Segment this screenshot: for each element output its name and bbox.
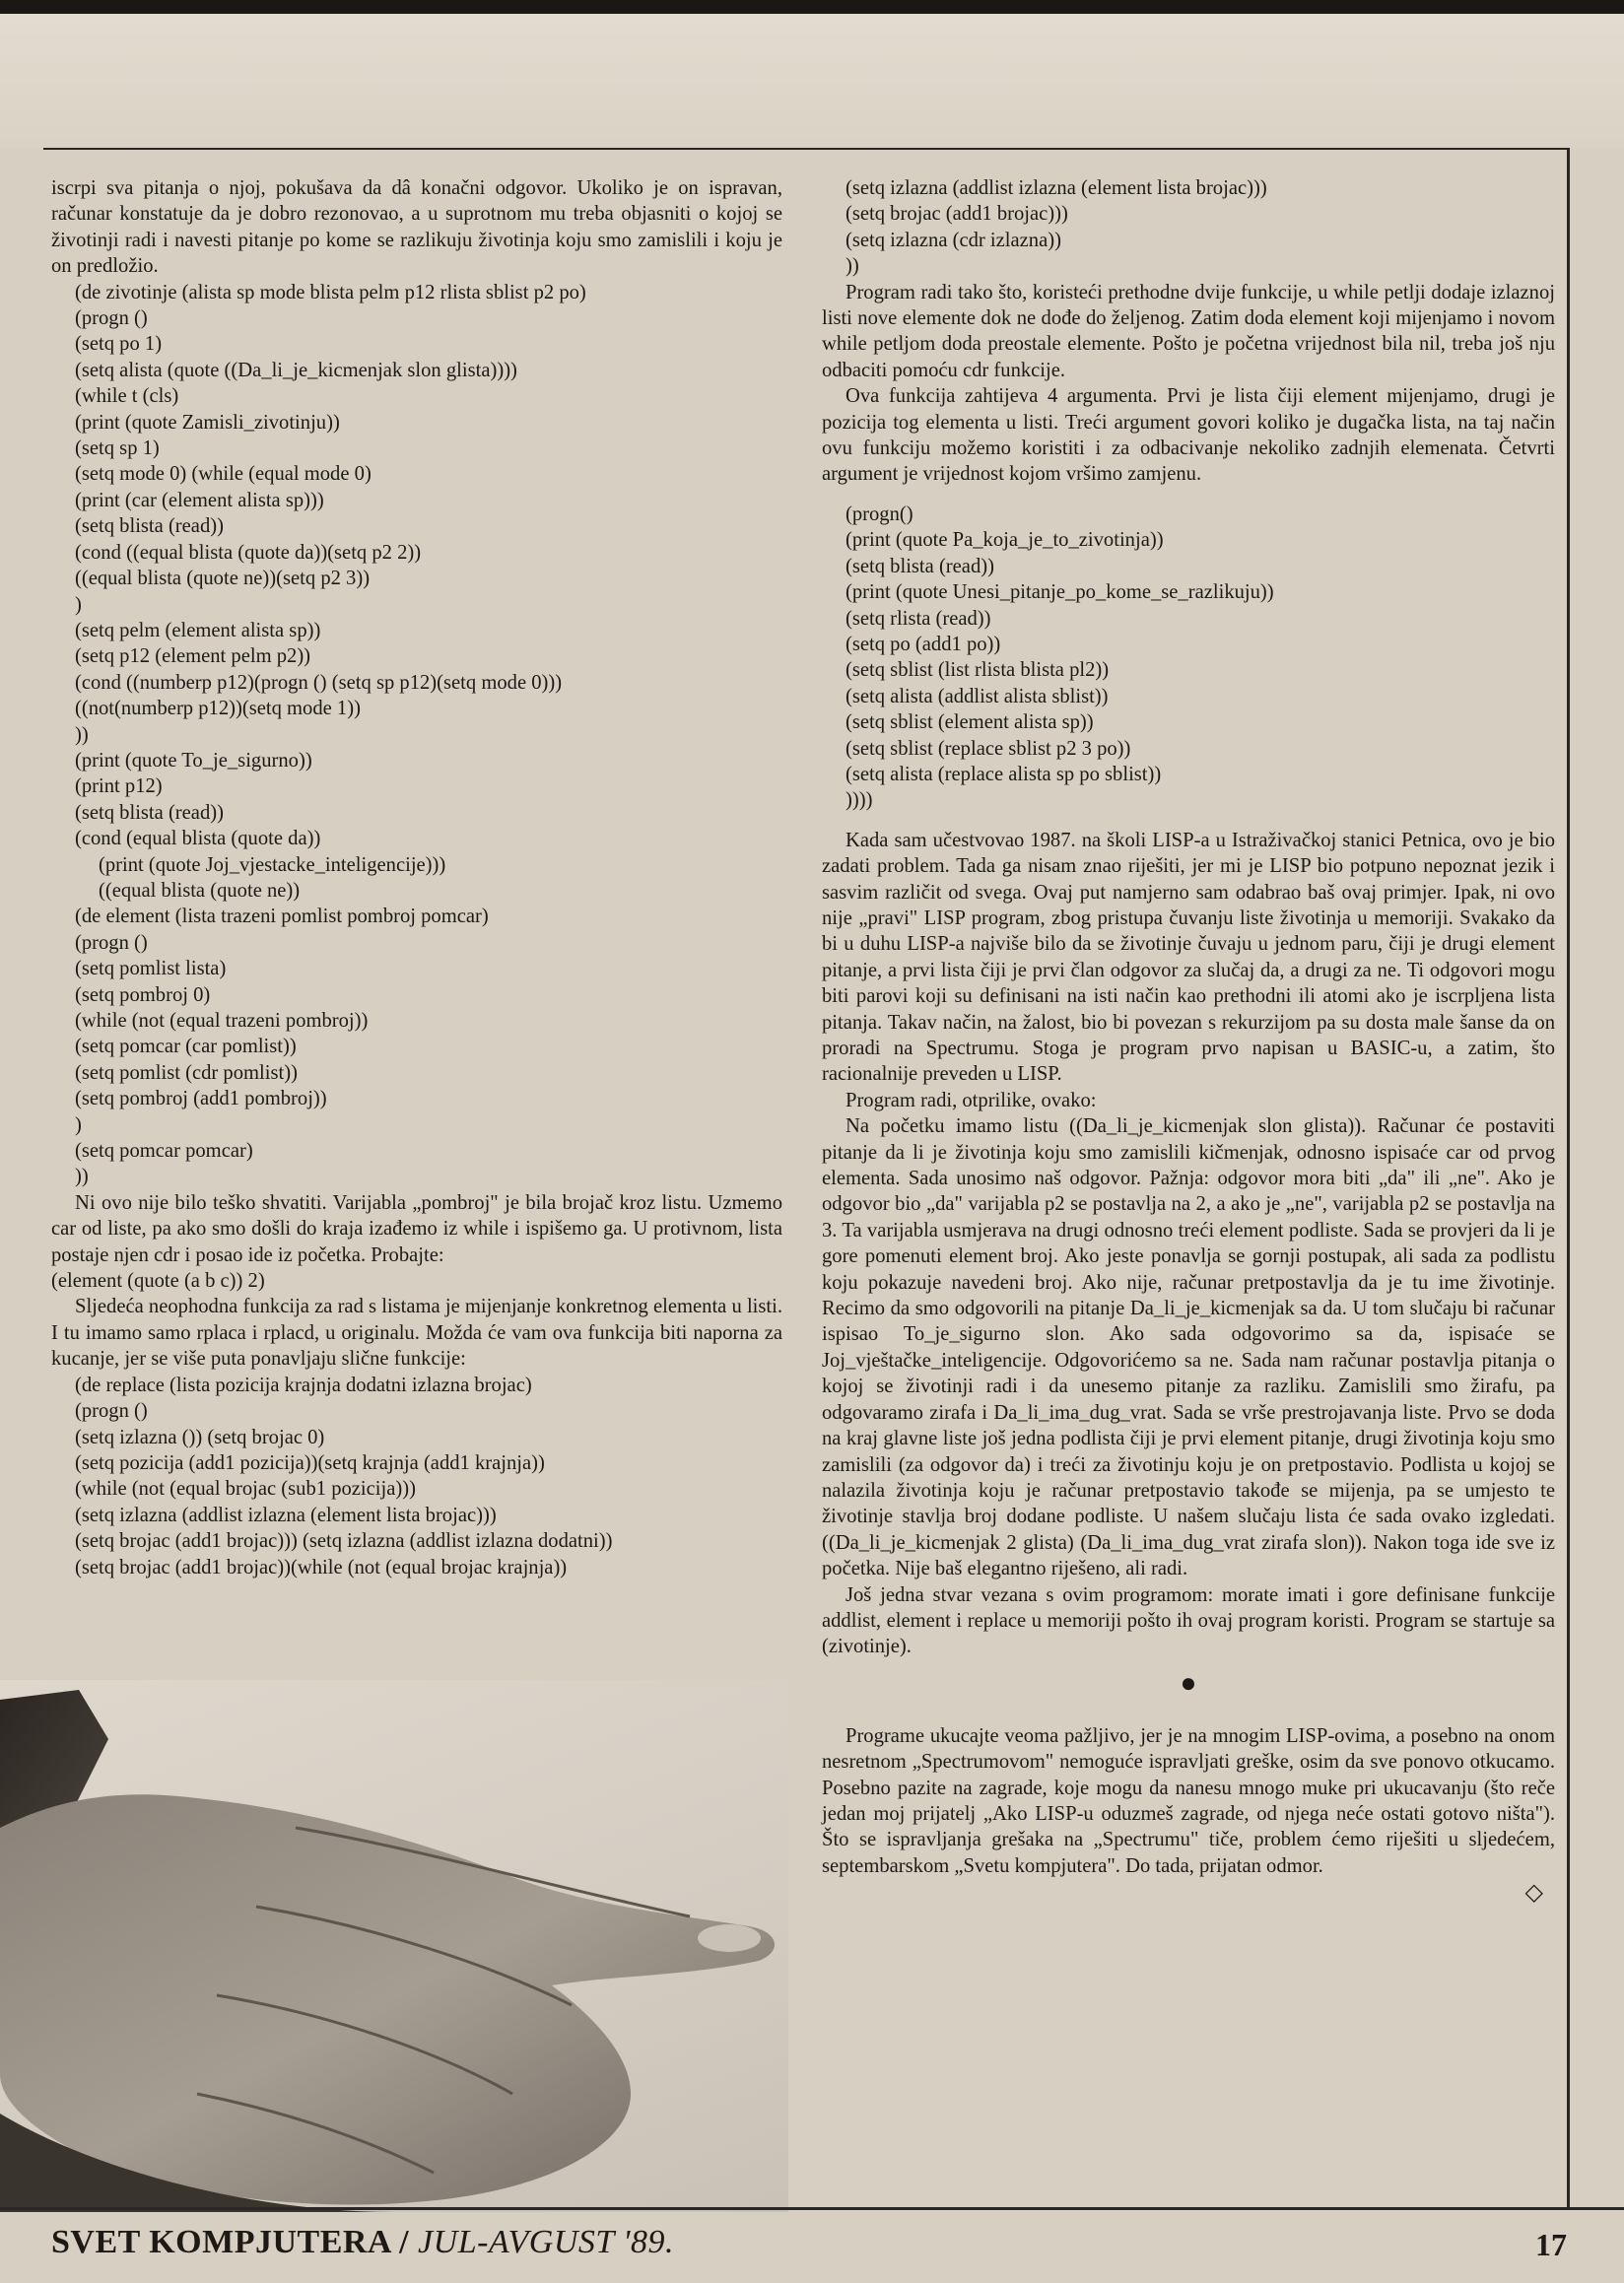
paragraph-walkthrough: Na početku imamo listu ((Da_li_je_kicmenjak slon glista)). Računar će postaviti pitanje da li je životinja koju smo zamislili kičmenjak, odnosno ispisaće car od prvog elementa. Sada unosimo naš odgovor. Pažnja: odgovor mora biti „da" ili „ne". Ako je odgovor bio „da" varijabla p2 se postavlja na 2, a ako je „ne", varijabla p2 se postavlja na 3. Ta varijabla usmjerava na drugi odnosno treći element podliste. Sada se provjeri da li je gore pomenuti element broj. Ako jeste ponavlja se gornji postupak, ali sada za podlistu koju pokazuje navedeni broj. Ako nije, računar pretpostavlja da je tu ime životinje. Recimo da smo odgovorili na pitanje Da_li_je_kicmenjak sa da. U tom slučaju bi računar ispisao To_je_sigurno slon. Ako sada odgovorimo sa da, ispisaće se Joj_vještačke_inteligencije. Odgovorićemo sa ne. Sada nam računar postavlja pitanja o kojoj se životinji radi i da unesemo pitanje za razliku. Zamislili smo žirafu, pa odgovaramo zirafa i Da_li_ima_dug_vrat. Sada se vrše prestrojavanja liste. Prvo se doda na kraj glavne liste još jedna podlista čiji je prvi element pitanje, drugi životinja koju smo zamislili (za odgovor da) i treći za životinju koju je on pretpostavio. Podlista u kojoj se nalazila životinja koju je računar pretpostavio takođe se mijenja, pa se umjesto te životinje stavlja broj dodane podliste. U našem slučaju lista će sada ovako izgledati. ((Da_li_je_kicmenjak 2 glista) (Da_li_ima_dug_vrat zirafa slon)). Nakon toga ide sve iz početka. Nije baš elegantno riješeno, ali radi.: [822, 1115, 1555, 1580]
code-line: (cond ((equal blista (quote da))(setq p2 2)): [75, 541, 422, 564]
code-line: (setq blista (read)): [75, 801, 224, 824]
code-line: (setq po (add1 po)): [846, 633, 1001, 655]
code-line: (de zivotinje (alista sp mode blista pelm p12 rlista sblist p2 po): [75, 281, 586, 303]
code-line: (setq izlazna (addlist izlazna (element lista brojac))): [846, 177, 1267, 199]
spacer: [822, 488, 1555, 502]
code-line: (setq izlazna ()) (setq brojac 0): [75, 1426, 325, 1448]
footer-rule: [0, 2207, 1624, 2210]
page-top-margin: [0, 0, 1624, 148]
code-line: (setq sblist (list rlista blista pl2)): [846, 659, 1110, 682]
paragraph-program-works: Program radi, otprilike, ovako:: [846, 1089, 1097, 1111]
code-line: (while (not (equal trazeni pombroj)): [75, 1010, 369, 1032]
code-line: (setq blista (read)): [846, 555, 994, 577]
code-line: (setq p12 (element pelm p2)): [75, 645, 311, 668]
code-line: (setq izlazna (addlist izlazna (element lista brojac))): [75, 1504, 497, 1526]
paragraph-closing: Programe ukucajte veoma pažljivo, jer je na mnogim LISP-ovima, a posebno na onom nesretnom „Spectrumovom" nemoguće ispravljati greške, osim da sve ponovo otkucamo. Posebno pazite na zagrade, koje mogu da nanesu mnogo muke pri ukucavanju (što reče jedan moj prijatelj „Ako LISP-u oduzmeš zagrade, od njega neće ostati gotovo ništa"). Što se ispravljanja grešaka na „Spectrumu" tiče, problem ćemo riješiti u sljedećem, septembarskom „Svetu kompjutera". Do tada, prijatan odmor.: [822, 1724, 1555, 1877]
spacer: [822, 814, 1555, 828]
right-column: [822, 175, 1555, 1907]
code-line: (setq pomcar (car pomlist)): [75, 1036, 297, 1058]
code-line: (setq rlista (read)): [846, 607, 991, 630]
paragraph-replace-explanation: Program radi tako što, koristeći prethodne dvije funkcije, u while petlji dodaje izlaznoj listi nove elemente dok ne dođe do željenog. Zatim doda element koji mijenjamo i novom while petljom doda preostale elemente. Pošto je početna vrijednost bila nil, treba još nju odbaciti pomoću cdr funkcije.: [822, 281, 1555, 381]
code-block-zivotinje-indented: [51, 852, 782, 905]
code-line: (while t (cls): [75, 385, 179, 408]
page-number: 17: [1535, 2227, 1567, 2262]
end-of-article-mark: ◇: [1524, 1880, 1543, 1907]
code-line: (progn (): [75, 931, 148, 954]
code-line: (de replace (lista pozicija krajnja dodatni izlazna brojac): [75, 1374, 532, 1396]
code-line: (setq brojac (add1 brojac))) (setq izlazna (addlist izlazna dodatni)): [75, 1530, 613, 1553]
code-line: (print (quote Unesi_pitanje_po_kome_se_razlikuju)): [846, 581, 1274, 604]
paragraph-replace-intro: Sljedeća neophodna funkcija za rad s listama je mijenjanje konkretnog elementa u listi. I tu imamo samo rplaca i rplacd, u originalu. Možda će vam ova funkcija biti naporna za kucanje, jer se više puta ponavljaju slične funkcije:: [51, 1296, 782, 1371]
code-line: )): [75, 1166, 89, 1188]
hand-photo: [0, 1680, 788, 2212]
code-line: (while (not (equal brojac (sub1 pozicija))): [75, 1478, 416, 1501]
code-line: ((not(numberp p12))(setq mode 1)): [75, 698, 361, 720]
code-line: (setq pomlist (cdr pomlist)): [75, 1061, 298, 1084]
code-line: (setq pelm (element alista sp)): [75, 619, 321, 641]
code-line: ((equal blista (quote ne))(setq p2 3)): [75, 568, 371, 590]
code-line: (print (car (element alista sp))): [75, 489, 324, 511]
code-line: (progn (): [75, 307, 148, 330]
example-call: (element (quote (a b c)) 2): [51, 1270, 265, 1293]
code-line: )): [846, 255, 859, 278]
code-line: (print (quote Joj_vjestacke_inteligencije))): [99, 853, 446, 876]
code-line: (progn(): [846, 503, 914, 525]
code-block-progn: [822, 502, 1555, 814]
code-line: (setq alista (quote ((Da_li_je_kicmenjak slon glista)))): [75, 359, 517, 381]
magazine-name: SVET KOMPJUTERA /: [51, 2224, 410, 2260]
code-line: (setq sblist (replace sblist p2 3 po)): [846, 737, 1131, 760]
code-line: (cond (equal blista (quote da)): [75, 828, 321, 850]
code-line: (print (quote To_je_sigurno)): [75, 749, 312, 772]
code-line: )): [75, 723, 89, 746]
paragraph-petnica: Kada sam učestvovao 1987. na školi LISP-a u Istraživačkoj stanici Petnica, ovo je bio zadati problem. Tada ga nisam znao riješiti, jer mi je LISP bio potpuno nepoznat jezik i sasvim različit od svega. Ovaj put namjerno sam odabrao baš ovaj primjer. Ipak, ni ovo nije „pravi" LISP program, zbog pristupa čuvanju liste životinja u memoriji. Svakako da bi u duhu LISP-a najviše bilo da se životinje čuvaju u jednom paru, čiji je drugi element pitanje, a prvi lista čiji je prvi član odgovor za slučaj da, a drugi za ne. Ti odgovori mogu biti parovi koji su definisani na isti način kao prethodni ili atomi ako je iscrpljena lista pitanja. Takav način, na žalost, bio bi povezan s rekurzijom pa su dosta male šanse da on proradi na Spectrumu. Stoga je program prvo napisan u BASIC-u, a zatim, što racionalnije preveden u LISP.: [822, 829, 1555, 1086]
issue-date: JUL-AVGUST '89.: [418, 2224, 674, 2260]
code-block-replace-continued: [822, 175, 1555, 280]
page-top-edge: [0, 0, 1624, 14]
section-bullet: ●: [1180, 1667, 1197, 1699]
code-line: (setq sblist (element alista sp)): [846, 711, 1094, 734]
code-block-zivotinje: [51, 280, 782, 852]
code-line: )))): [846, 789, 873, 812]
code-line: (setq mode 0) (while (equal mode 0): [75, 463, 372, 486]
paragraph-arguments: Ova funkcija zahtijeva 4 argumenta. Prvi je lista čiji element mijenjamo, drugi je pozicija tog elementa u listi. Treći argument govori koliko je dugačka lista, na taj način ovu funkciju možemo koristiti i za odbacivanje nekoliko zadnjih elemenata. Četvrti argument je vrijednost kojom vršimo zamjenu.: [822, 385, 1555, 486]
code-line: (setq pozicija (add1 pozicija))(setq krajnja (add1 krajnja)): [75, 1451, 545, 1474]
code-line: (print p12): [75, 775, 163, 798]
code-line: (print (quote Zamisli_zivotinju)): [75, 411, 340, 434]
code-line: (setq alista (replace alista sp po sblist)): [846, 763, 1162, 785]
code-line: (progn (): [75, 1400, 148, 1423]
paragraph-pombroj: Ni ovo nije bilo teško shvatiti. Varijabla „pombroj" je bila brojač kroz listu. Uzmemo car od liste, pa ako smo došli do kraja izađemo iz while i ispišemo ga. U protivnom, lista postaje njen cdr i posao ide iz početka. Probajte:: [51, 1191, 782, 1266]
code-line: (setq brojac (add1 brojac))): [846, 203, 1068, 226]
left-column: [51, 175, 782, 1580]
code-line: (setq brojac (add1 brojac))(while (not (equal brojac krajnja)): [75, 1556, 568, 1578]
code-line: (setq sp 1): [75, 437, 160, 460]
code-line: ((equal blista (quote ne)): [99, 879, 301, 902]
code-line: (setq alista (addlist alista sblist)): [846, 685, 1109, 707]
code-line: (setq pomcar pomcar): [75, 1140, 253, 1163]
paragraph-addlist-note: Još jedna stvar vezana s ovim programom: morate imati i gore definisane funkcije addlist, element i replace u memoriji pošto ih ovaj program koristi. Program se startuje sa (zivotinje).: [822, 1583, 1555, 1658]
code-line: ): [75, 1113, 82, 1136]
hand-illustration: [0, 1680, 788, 2212]
intro-paragraph: iscrpi sva pitanja o njoj, pokušava da dâ konačni odgovor. Ukoliko je on ispravan, računar konstatuje da je dobro rezonovao, a u suprotnom mu treba objasniti o kojoj se životinji radi i navesti pitanje po kome se razlikuju životinja koju smo zamislili i koju je on predložio.: [51, 177, 782, 278]
code-line: (de element (lista trazeni pomlist pombroj pomcar): [75, 906, 489, 928]
code-line: (setq po 1): [75, 333, 163, 356]
code-block-element: [51, 904, 782, 1189]
code-line: (setq blista (read)): [75, 515, 224, 538]
code-line: (setq pombroj (add1 pombroj)): [75, 1088, 327, 1110]
code-line: (setq pomlist lista): [75, 958, 227, 980]
code-line: (setq pombroj 0): [75, 983, 211, 1006]
code-block-replace: [51, 1373, 782, 1580]
code-line: (cond ((numberp p12)(progn () (setq sp p12)(setq mode 0))): [75, 671, 563, 694]
code-line: ): [75, 593, 82, 616]
footer-magazine-title: [51, 2223, 674, 2262]
code-line: (setq izlazna (cdr izlazna)): [846, 229, 1061, 251]
code-line: (print (quote Pa_koja_je_to_zivotinja)): [846, 529, 1164, 552]
